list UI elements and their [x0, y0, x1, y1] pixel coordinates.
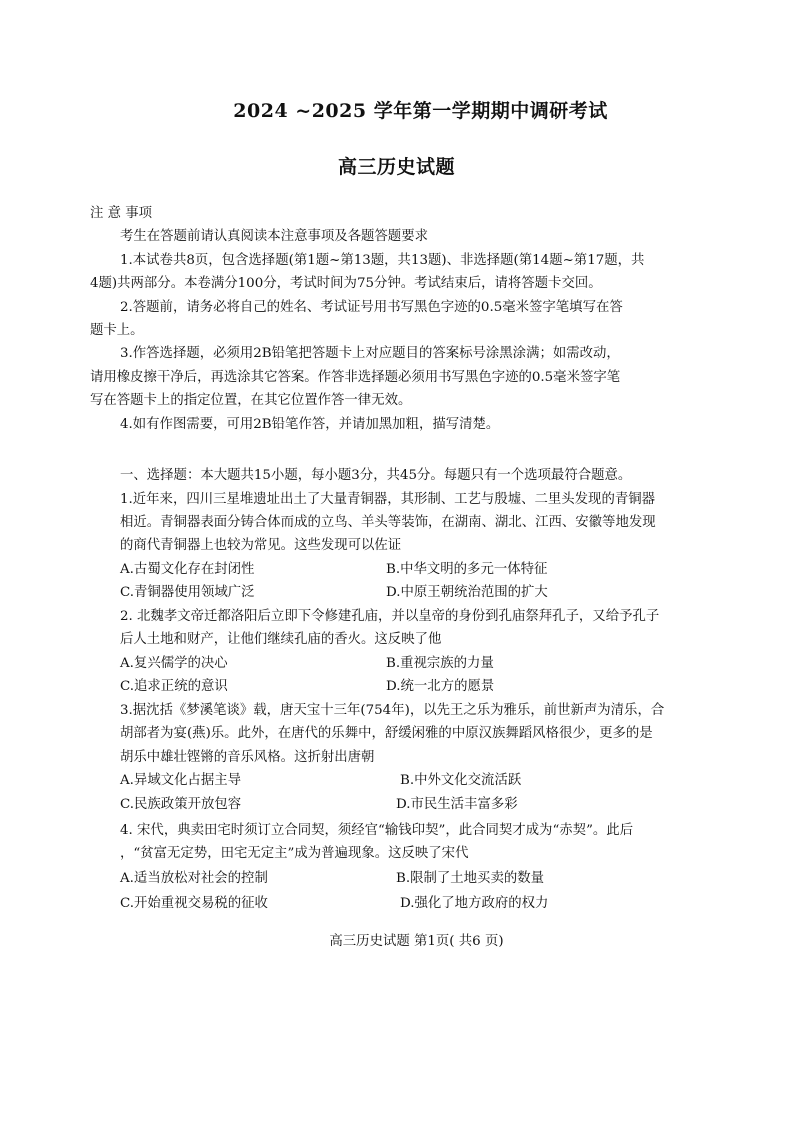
option-b: B.中外文化交流活跃: [400, 773, 522, 788]
option-a: A.古蜀文化存在封闭性: [120, 562, 255, 577]
notice-line: 请用橡皮擦干净后，再选涂其它答案。作答非选择题必须用书写黑色字迹的0.5毫米签字笔: [90, 370, 621, 385]
notice-line: 4.如有作图需要，可用2B铅笔作答，并请加黑加粗，描写清楚。: [120, 417, 500, 432]
exam-title: 2024 ~2025 学年第一学期期中调研考试: [233, 100, 608, 122]
notice-line: 考生在答题前请认真阅读本注意事项及各题答题要求: [120, 229, 428, 244]
option-d: D.强化了地方政府的权力: [400, 896, 549, 911]
question-stem-line: ，“贫富无定势，田宅无定主”成为普遍现象。这反映了宋代: [120, 846, 469, 861]
option-d: D.中原王朝统治范围的扩大: [386, 585, 548, 600]
page-footer: 高三历史试题 第1页( 共6 页): [329, 934, 504, 949]
notice-line: 2.答题前，请务必将自己的姓名、考试证号用书写黑色字迹的0.5毫米签字笔填写在答: [120, 300, 623, 315]
question-stem-line: 的商代青铜器上也较为常见。这些发现可以佐证: [120, 538, 402, 553]
option-b: B.重视宗族的力量: [386, 656, 494, 671]
notice-line: 4题)共两部分。本卷满分100分，考试时间为75分钟。考试结束后，请将答题卡交回。: [90, 276, 602, 291]
question-stem-line: 1.近年来，四川三星堆遗址出土了大量青铜器，其形制、工艺与殷墟、二里头发现的青铜器: [120, 492, 656, 507]
exam-subject-title: 高三历史试题: [337, 156, 455, 178]
option-b: B.限制了土地买卖的数量: [396, 871, 545, 886]
option-a: A.异域文化占据主导: [120, 773, 242, 788]
question-stem-line: 3.据沈括《梦溪笔谈》载，唐天宝十三年(754年)，以先王之乐为雅乐，前世新声为清乐，合: [120, 703, 665, 718]
notice-line: 写在答题卡上的指定位置，在其它位置作答一律无效。: [90, 393, 412, 408]
notice-heading: 注 意 事项: [90, 206, 153, 221]
notice-line: 3.作答选择题，必须用2B铅笔把答题卡上对应题目的答案标号涂黑涂满；如需改动，: [120, 346, 620, 361]
question-stem-line: 2. 北魏孝文帝迁都洛阳后立即下令修建孔庙，并以皇帝的身份到孔庙祭拜孔子，又给予孔子: [120, 609, 660, 624]
question-stem-line: 后人土地和财产，让他们继续孔庙的香火。这反映了他: [120, 632, 442, 647]
notice-line: 1.本试卷共8页，包含选择题(第1题~第13题，共13题)、非选择题(第14题~第17题，共: [120, 253, 645, 268]
option-d: D.统一北方的愿景: [386, 679, 495, 694]
notice-line: 题卡上。: [90, 323, 144, 338]
section-heading: 一、选择题：本大题共15小题，每小题3分，共45分。每题只有一个选项最符合题意。: [120, 468, 632, 483]
option-c: C.青铜器使用领域广泛: [120, 585, 255, 600]
option-b: B.中华文明的多元一体特征: [386, 562, 548, 577]
option-a: A.复兴儒学的决心: [120, 656, 228, 671]
option-a: A.适当放松对社会的控制: [120, 871, 268, 886]
option-c: C.民族政策开放包容: [120, 797, 242, 812]
question-stem-line: 4. 宋代，典卖田宅时须订立合同契，须经官“输钱印契”，此合同契才成为“赤契”。此后: [120, 823, 634, 838]
option-c: C.开始重视交易税的征收: [120, 896, 268, 911]
question-stem-line: 相近。青铜器表面分铸合体而成的立鸟、羊头等装饰，在湖南、湖北、江西、安徽等地发现: [120, 515, 656, 530]
question-stem-line: 胡部者为宴(燕)乐。此外，在唐代的乐舞中，舒缓闲雅的中原汉族舞蹈风格很少，更多的是: [120, 726, 653, 741]
option-d: D.市民生活丰富多彩: [396, 797, 518, 812]
question-stem-line: 胡乐中雄壮铿锵的音乐风格。这折射出唐朝: [120, 750, 375, 765]
option-c: C.追求正统的意识: [120, 679, 228, 694]
